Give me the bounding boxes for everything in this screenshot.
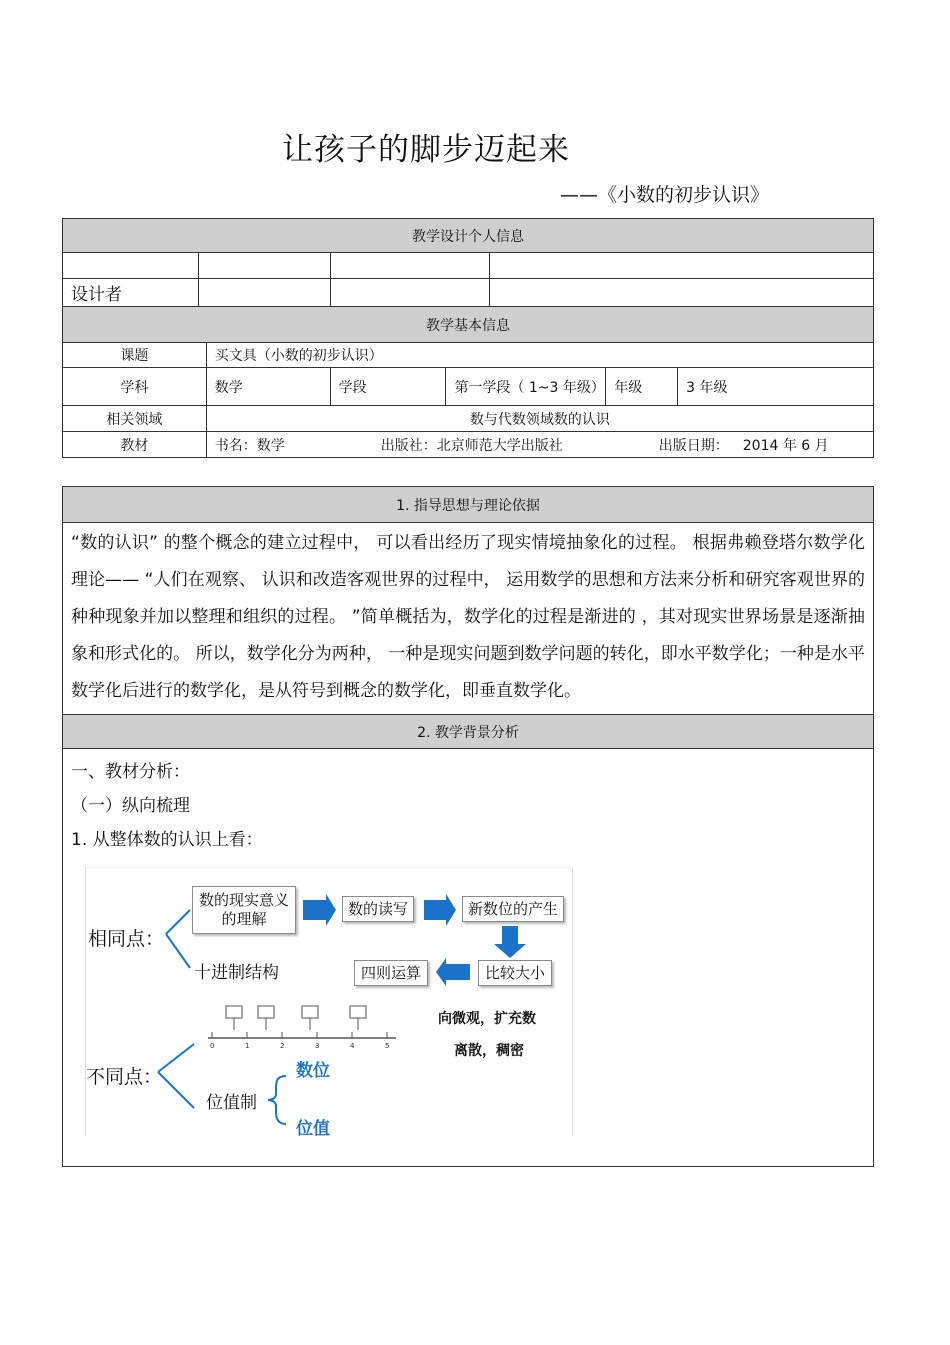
pub-date-label: 出版日期： <box>658 437 729 454</box>
note-expand: 向微观，扩充数 <box>438 1011 536 1027</box>
tick-2: 2 <box>280 1042 285 1050</box>
designer-label: 设计者 <box>63 279 199 307</box>
tick-0: 0 <box>210 1042 215 1050</box>
box-read-write: 数的读写 <box>342 896 414 922</box>
decimal-structure: 十进制结构 <box>194 963 279 983</box>
tick-4: 4 <box>350 1042 355 1050</box>
brace-icon <box>268 1076 286 1124</box>
same-label: 相同点： <box>88 928 165 950</box>
stage-value: 第一学段（ 1~3 年级） <box>446 368 606 406</box>
designer-cell-1 <box>198 279 330 307</box>
pub-date-value: 2014 年 6 月 <box>742 437 829 454</box>
tick-3: 3 <box>315 1042 320 1050</box>
digit-place: 数位 <box>296 1061 330 1081</box>
subject-value: 数学 <box>206 368 330 406</box>
note-dense: 离散，稠密 <box>454 1043 524 1059</box>
designer-cell-2 <box>330 279 490 307</box>
box-real-meaning: 数的现实意义的理解 <box>192 886 296 934</box>
section1-heading: 1. 指导思想与理论依据 <box>63 487 874 523</box>
content-table <box>62 486 874 1167</box>
document-subtitle: ——《小数的初步认识》 <box>560 184 770 206</box>
info-table <box>62 218 874 458</box>
topic-label: 课题 <box>63 343 207 368</box>
section2-heading: 2. 教学背景分析 <box>63 715 874 749</box>
digit-value: 位值 <box>296 1119 330 1139</box>
box-operations: 四则运算 <box>354 960 428 986</box>
section2-line2: （一）纵向梳理 <box>71 796 190 816</box>
field-value: 数与代数领域数的认识 <box>206 406 873 432</box>
grade-label: 年级 <box>606 368 678 406</box>
box-compare: 比较大小 <box>478 960 552 986</box>
box-new-place: 新数位的产生 <box>462 896 564 922</box>
arrow-right-icon <box>303 894 336 926</box>
grade-value: 3 年级 <box>678 368 874 406</box>
field-label: 相关领域 <box>63 406 207 432</box>
arrow-left-icon <box>436 958 470 986</box>
tick-5: 5 <box>385 1042 390 1050</box>
subject-label: 学科 <box>63 368 207 406</box>
number-line-ticks <box>212 1032 387 1038</box>
number-line-labels <box>210 1042 389 1050</box>
basic-info-header: 教学基本信息 <box>63 307 874 343</box>
section2-line1: 一、教材分析： <box>71 762 190 782</box>
textbook-details <box>206 432 873 458</box>
arrow-down-icon <box>494 926 526 958</box>
publisher: 出版社：北京师范大学出版社 <box>380 437 563 454</box>
textbook-label: 教材 <box>63 432 207 458</box>
document-title: 让孩子的脚步迈起来 <box>282 132 570 168</box>
section2-line3: 1. 从整体数的认识上看： <box>71 830 263 850</box>
stage-label: 学段 <box>330 368 446 406</box>
concept-diagram <box>85 867 573 1139</box>
personal-info-header: 教学设计个人信息 <box>63 219 874 253</box>
section1-paragraph: “数的认识” 的整个概念的建立过程中， 可以看出经历了现实情境抽象化的过程。 根据弗赖登塔尔数学化理论—— “人们在观察、 认识和改造客观世界的过程中， 运用数学的思想和方法来分析和研究客观世界的种种现象并加以整理和组织的过程。 ”简单概括为，数学化的过程是渐进的 ，其对现实世界场景是逐渐抽象和形式化的。 所以，数学化分为两种， 一种是现实问题到数学问题的转化，即水平数学化；一种是水平数学化后进行的数学化，是从符号到概念的数学化，即垂直数学化。 <box>63 523 874 715</box>
place-value-system: 位值制 <box>206 1093 257 1113</box>
pointer-flags <box>226 1006 366 1030</box>
tick-1: 1 <box>245 1042 250 1050</box>
section2-body <box>63 749 874 1167</box>
book-name: 书名：数学 <box>214 437 285 454</box>
topic-value: 买文具（小数的初步认识） <box>206 343 873 368</box>
designer-cell-3 <box>490 279 874 307</box>
diff-label: 不同点： <box>86 1066 163 1088</box>
arrow-right-icon <box>424 894 456 926</box>
